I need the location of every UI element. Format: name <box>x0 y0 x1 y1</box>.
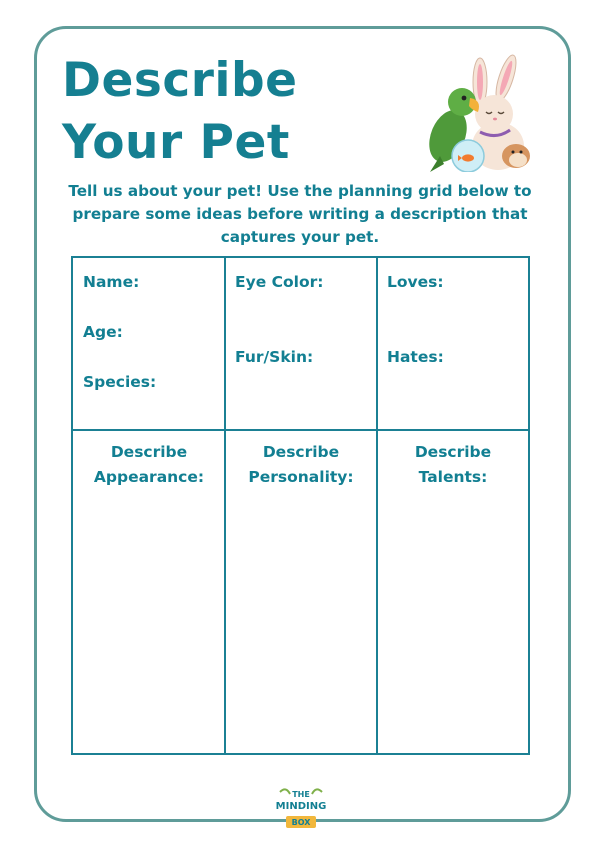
age-label: Age: <box>83 323 123 341</box>
talents-header-line2: Talents: <box>418 468 488 486</box>
talents-header <box>378 440 528 490</box>
grid-divider <box>376 258 378 753</box>
loves-label: Loves: <box>387 273 444 291</box>
eye-color-label: Eye Color: <box>235 273 324 291</box>
personality-header-line1: Describe <box>262 443 340 461</box>
grid-divider <box>224 258 226 753</box>
personality-header <box>226 440 376 490</box>
name-label: Name: <box>83 273 140 291</box>
fur-skin-label: Fur/Skin: <box>235 348 314 366</box>
talents-header-line1: Describe <box>414 443 492 461</box>
grid-divider <box>73 429 528 431</box>
pets-illustration <box>418 48 536 172</box>
personality-header-line2: Personality: <box>248 468 354 486</box>
planning-grid <box>71 256 530 755</box>
fishbowl-icon <box>452 140 484 172</box>
hamster-icon <box>502 144 530 168</box>
appearance-header <box>74 440 224 490</box>
minding-box-logo <box>272 786 330 830</box>
page-title: Describe Your Pet <box>62 53 298 170</box>
appearance-header-line2: Appearance: <box>93 468 205 486</box>
hates-label: Hates: <box>387 348 444 366</box>
logo-line1: THE <box>292 790 310 799</box>
intro-text: Tell us about your pet! Use the planning grid below to prepare some ideas before writing a description that captures your pet. <box>68 182 532 246</box>
logo-line2: MINDING <box>275 801 327 812</box>
appearance-header-line1: Describe <box>110 443 188 461</box>
logo-line3: BOX <box>291 818 311 827</box>
species-label: Species: <box>83 373 157 391</box>
